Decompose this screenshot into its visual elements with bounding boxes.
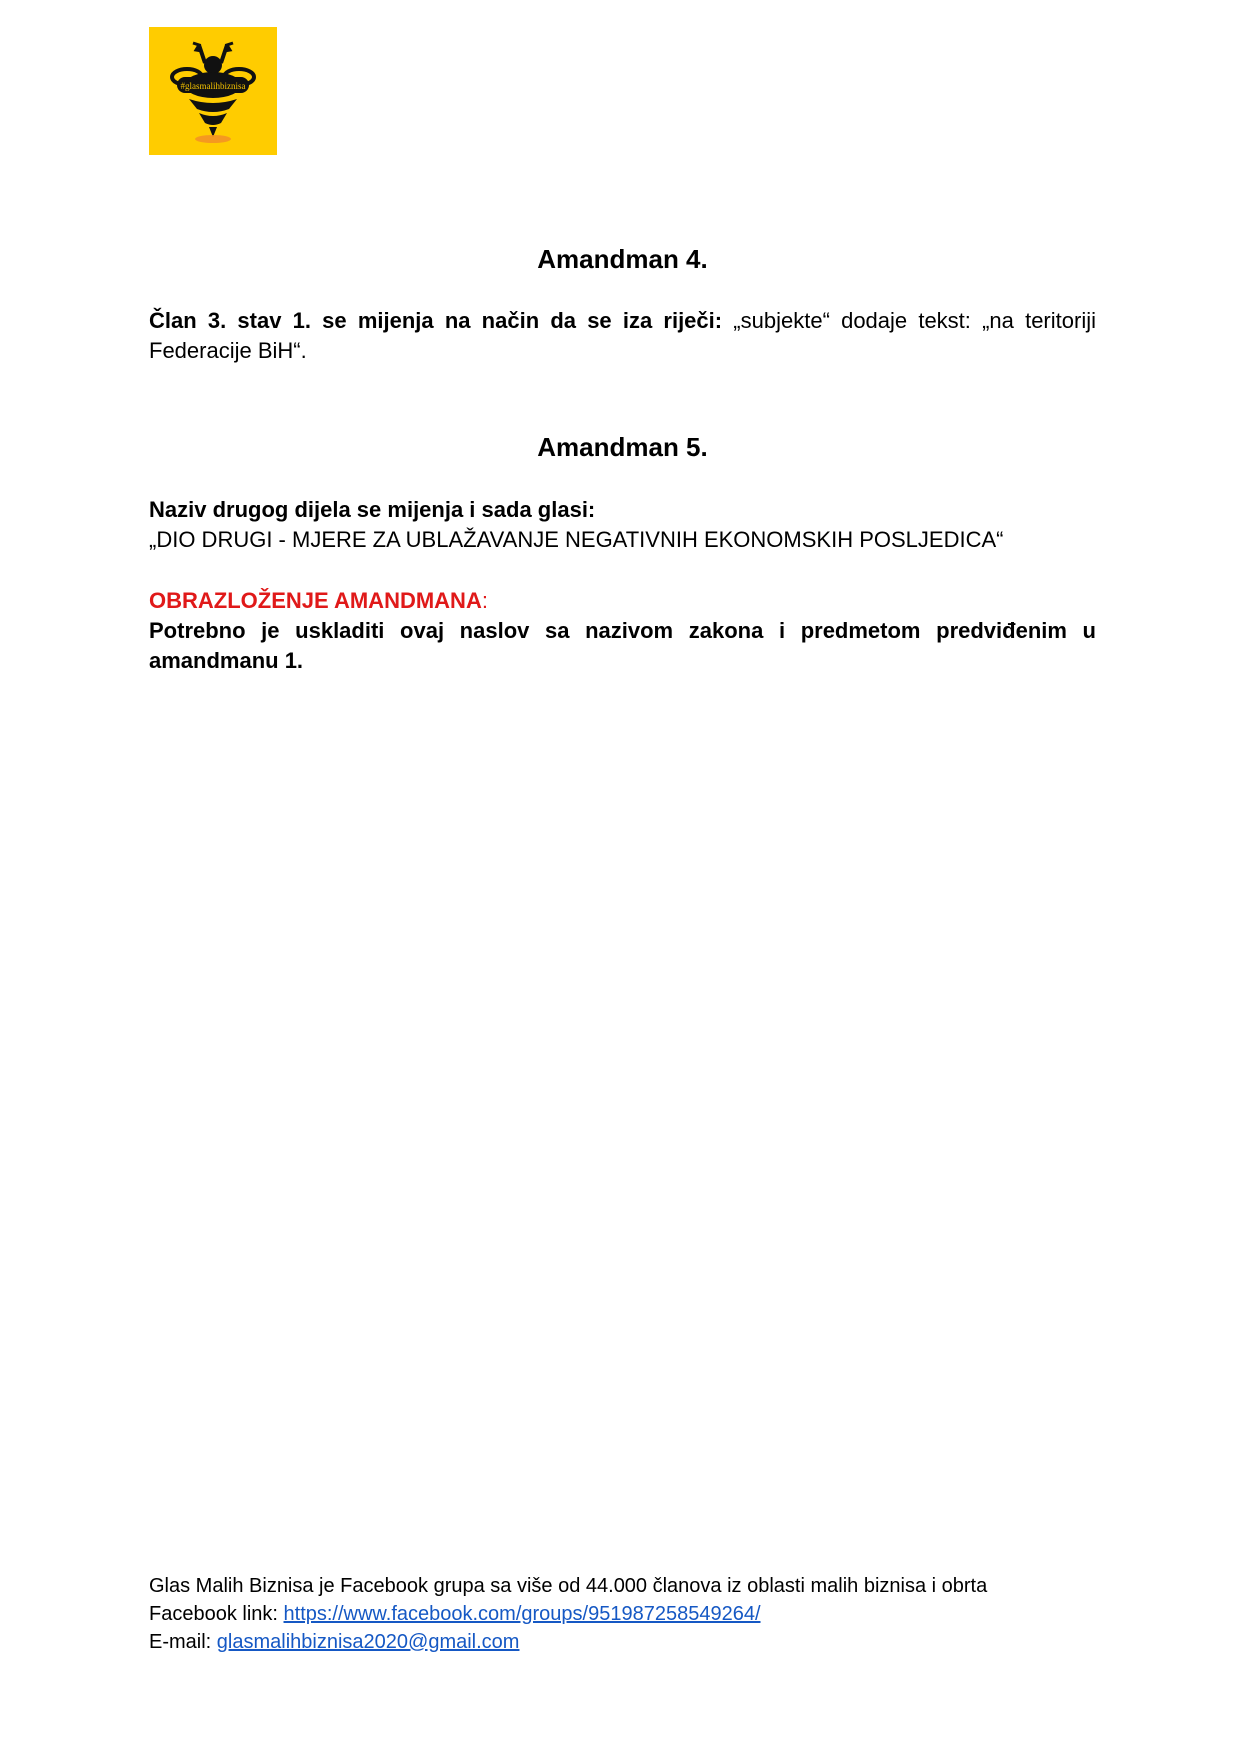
email-label: E-mail: bbox=[149, 1631, 217, 1653]
facebook-label: Facebook link: bbox=[149, 1603, 284, 1625]
amendment-5-title: Amandman 5. bbox=[537, 432, 708, 462]
amendment-4-lead: Član 3. stav 1. se mijenja na način da se iza riječi: bbox=[149, 308, 723, 333]
logo-text: #glasmalihbiznisa bbox=[180, 81, 246, 91]
footer-email-line bbox=[149, 1628, 1096, 1656]
logo bbox=[149, 27, 277, 155]
amendment-5-lead: Naziv drugog dijela se mijenja i sada glasi: bbox=[149, 497, 596, 522]
amendment-5-body bbox=[149, 495, 1096, 555]
explanation-colon: : bbox=[481, 588, 488, 613]
amendment-5-text: „DIO DRUGI - MJERE ZA UBLAŽAVANJE NEGATIVNIH EKONOMSKIH POSLJEDICA“ bbox=[149, 527, 1004, 552]
explanation-label: OBRAZLOŽENJE AMANDMANA bbox=[149, 588, 482, 613]
amendment-4-text: „subjekte“ dodaje tekst: „na teritoriji Federacije BiH“. bbox=[149, 308, 1096, 363]
footer-description: Glas Malih Biznisa je Facebook grupa sa više od 44.000 članova iz oblasti malih biznisa i obrta bbox=[149, 1575, 988, 1597]
amendment-4-body bbox=[149, 306, 1096, 366]
amendment-5-explanation bbox=[149, 586, 1096, 676]
email-link[interactable]: glasmalihbiznisa2020@gmail.com bbox=[216, 1631, 520, 1653]
facebook-link[interactable]: https://www.facebook.com/groups/951987258549264/ bbox=[283, 1603, 761, 1625]
amendment-4-title: Amandman 4. bbox=[537, 244, 708, 274]
footer bbox=[149, 1572, 1096, 1656]
footer-facebook-line bbox=[149, 1600, 1096, 1628]
bee-logo-icon bbox=[149, 27, 277, 155]
explanation-text: Potrebno je uskladiti ovaj naslov sa nazivom zakona i predmetom predviđenim u amandmanu 1. bbox=[149, 618, 1096, 673]
